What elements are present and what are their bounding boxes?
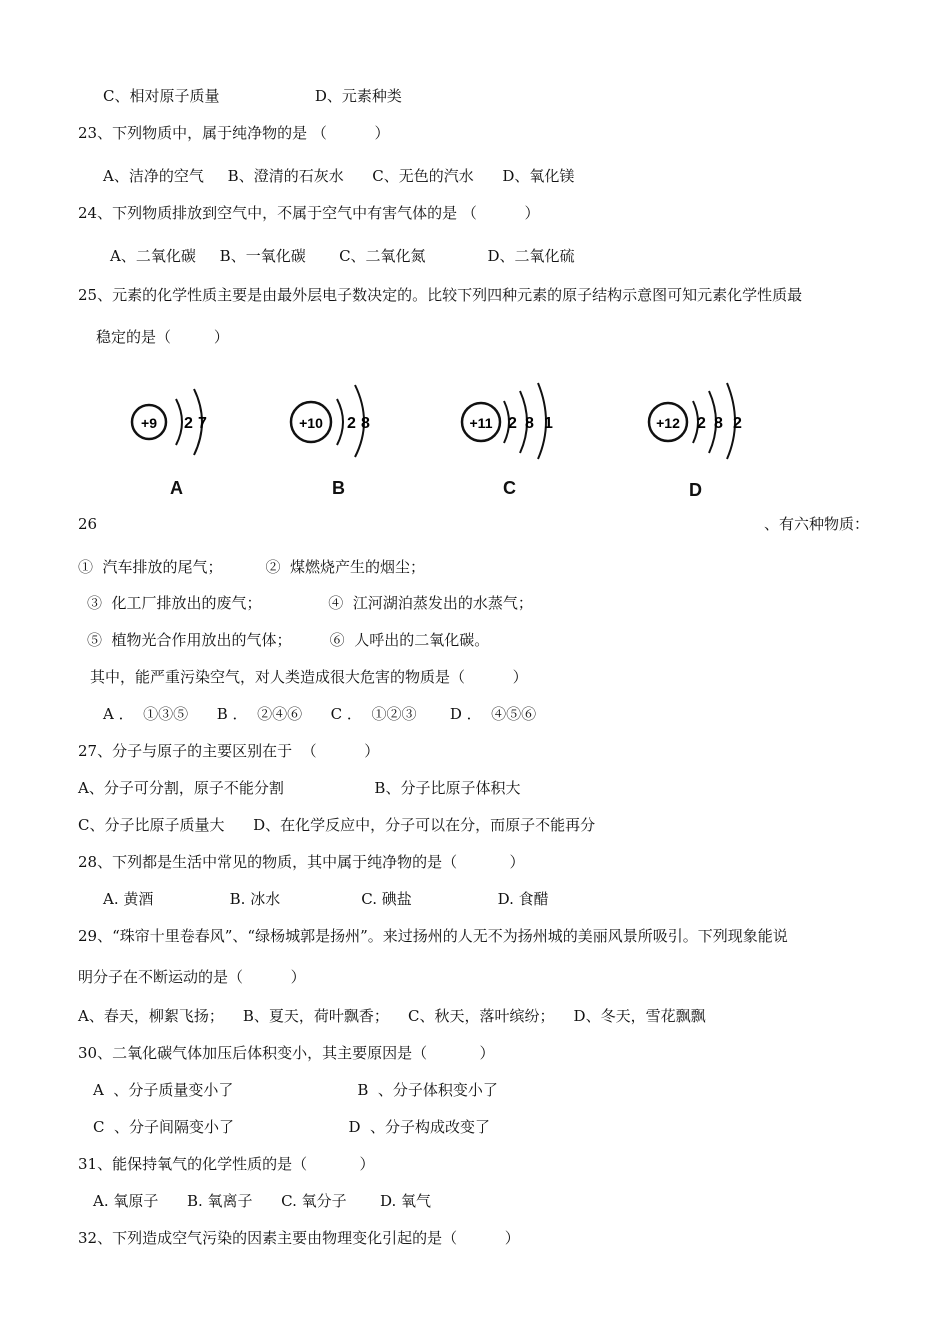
question-29-options: A、春天，柳絮飞扬； B、夏天，荷叶飘香； C、秋天，落叶缤纷； D、冬天，雪花飘飘 [78, 1007, 706, 1025]
atom-c-shell-1: 2 [508, 415, 517, 432]
atom-d-label: D [689, 480, 702, 500]
question-28: 28、下列都是生活中常见的物质，其中属于纯净物的是（ ） [78, 853, 525, 871]
atom-b-label: B [332, 478, 345, 498]
question-27-options-ab: A、分子可分割，原子不能分割 B、分子比原子体积大 [78, 779, 521, 797]
atom-d-nucleus: +12 [656, 415, 680, 431]
question-28-options: A. 黄酒 B. 冰水 C. 碘盐 D. 食醋 [103, 890, 549, 908]
atom-d-shell-2: 8 [714, 415, 723, 432]
question-26-items-1: ① 汽车排放的尾气； ② 煤燃烧产生的烟尘； [78, 558, 425, 576]
atom-diagram-c [458, 375, 578, 460]
atom-b-nucleus: +10 [299, 415, 323, 431]
atom-b-shell-2: 8 [361, 415, 370, 432]
atom-a-label: A [170, 478, 183, 498]
question-25: 25、元素的化学性质主要是由最外层电子数决定的。比较下列四种元素的原子结构示意图可知元素化学性质最 [78, 286, 803, 304]
atom-a-shell-2: 7 [198, 415, 207, 432]
atom-c-nucleus: +11 [469, 415, 493, 431]
question-27: 27、分子与原子的主要区别在于 （ ） [78, 742, 380, 760]
atom-d-shell-3: 2 [733, 415, 742, 432]
question-26-options: A ． ①③⑤ B ． ②④⑥ C ． ①②③ D ． ④⑤⑥ [103, 705, 537, 723]
atom-diagram-d [645, 375, 765, 460]
question-29-cont: 明分子在不断运动的是（ ） [78, 968, 306, 986]
atom-diagram-a [128, 375, 238, 460]
atom-b-shell-1: 2 [347, 415, 356, 432]
question-31-options: A. 氧原子 B. 氧离子 C. 氧分子 D. 氧气 [93, 1192, 432, 1210]
question-26-items-2: ③ 化工厂排放出的废气； ④ 江河湖泊蒸发出的水蒸气； [87, 594, 533, 612]
atom-diagram-b [285, 375, 395, 460]
atom-c-label: C [503, 478, 516, 498]
question-23-options: A、洁净的空气 B、澄清的石灰水 C、无色的汽水 D、氧化镁 [103, 167, 575, 185]
atom-a-shell-1: 2 [184, 415, 193, 432]
atom-d-shell-1: 2 [697, 415, 706, 432]
question-29: 29、“珠帘十里卷春风”、“绿杨城郭是扬州”。来过扬州的人无不为扬州城的美丽风景所吸引。下列现象能说 [78, 927, 788, 945]
question-30: 30、二氧化碳气体加压后体积变小，其主要原因是（ ） [78, 1044, 495, 1062]
question-26-items-3: ⑤ 植物光合作用放出的气体； ⑥ 人呼出的二氧化碳。 [87, 631, 490, 649]
q22-options-cd: C、相对原子质量 D、元素种类 [103, 87, 402, 105]
question-26-prompt: 其中，能严重污染空气，对人类造成很大危害的物质是（ ） [90, 668, 528, 686]
question-32: 32、下列造成空气污染的因素主要由物理变化引起的是（ ） [78, 1229, 520, 1247]
question-31: 31、能保持氧气的化学性质的是（ ） [78, 1155, 375, 1173]
question-25-cont: 稳定的是（ ） [96, 328, 229, 346]
atom-c-shell-3: 1 [544, 415, 553, 432]
question-26-number: 26 [78, 515, 98, 533]
question-27-options-cd: C、分子比原子质量大 D、在化学反应中，分子可以在分，而原子不能再分 [78, 816, 596, 834]
atom-a-nucleus: +9 [141, 415, 157, 431]
atom-c-shell-2: 8 [525, 415, 534, 432]
question-26-text: 、有六种物质： [764, 515, 870, 533]
question-24: 24、下列物质排放到空气中，不属于空气中有害气体的是 （ ） [78, 204, 540, 222]
question-30-options-ab: A 、分子质量变小了 B 、分子体积变小了 [93, 1081, 498, 1099]
question-30-options-cd: C 、分子间隔变小了 D 、分子构成改变了 [93, 1118, 491, 1136]
question-23: 23、下列物质中，属于纯净物的是 （ ） [78, 124, 390, 142]
question-24-options: A、二氧化碳 B、一氧化碳 C、二氧化氮 D、二氧化硫 [110, 247, 575, 265]
